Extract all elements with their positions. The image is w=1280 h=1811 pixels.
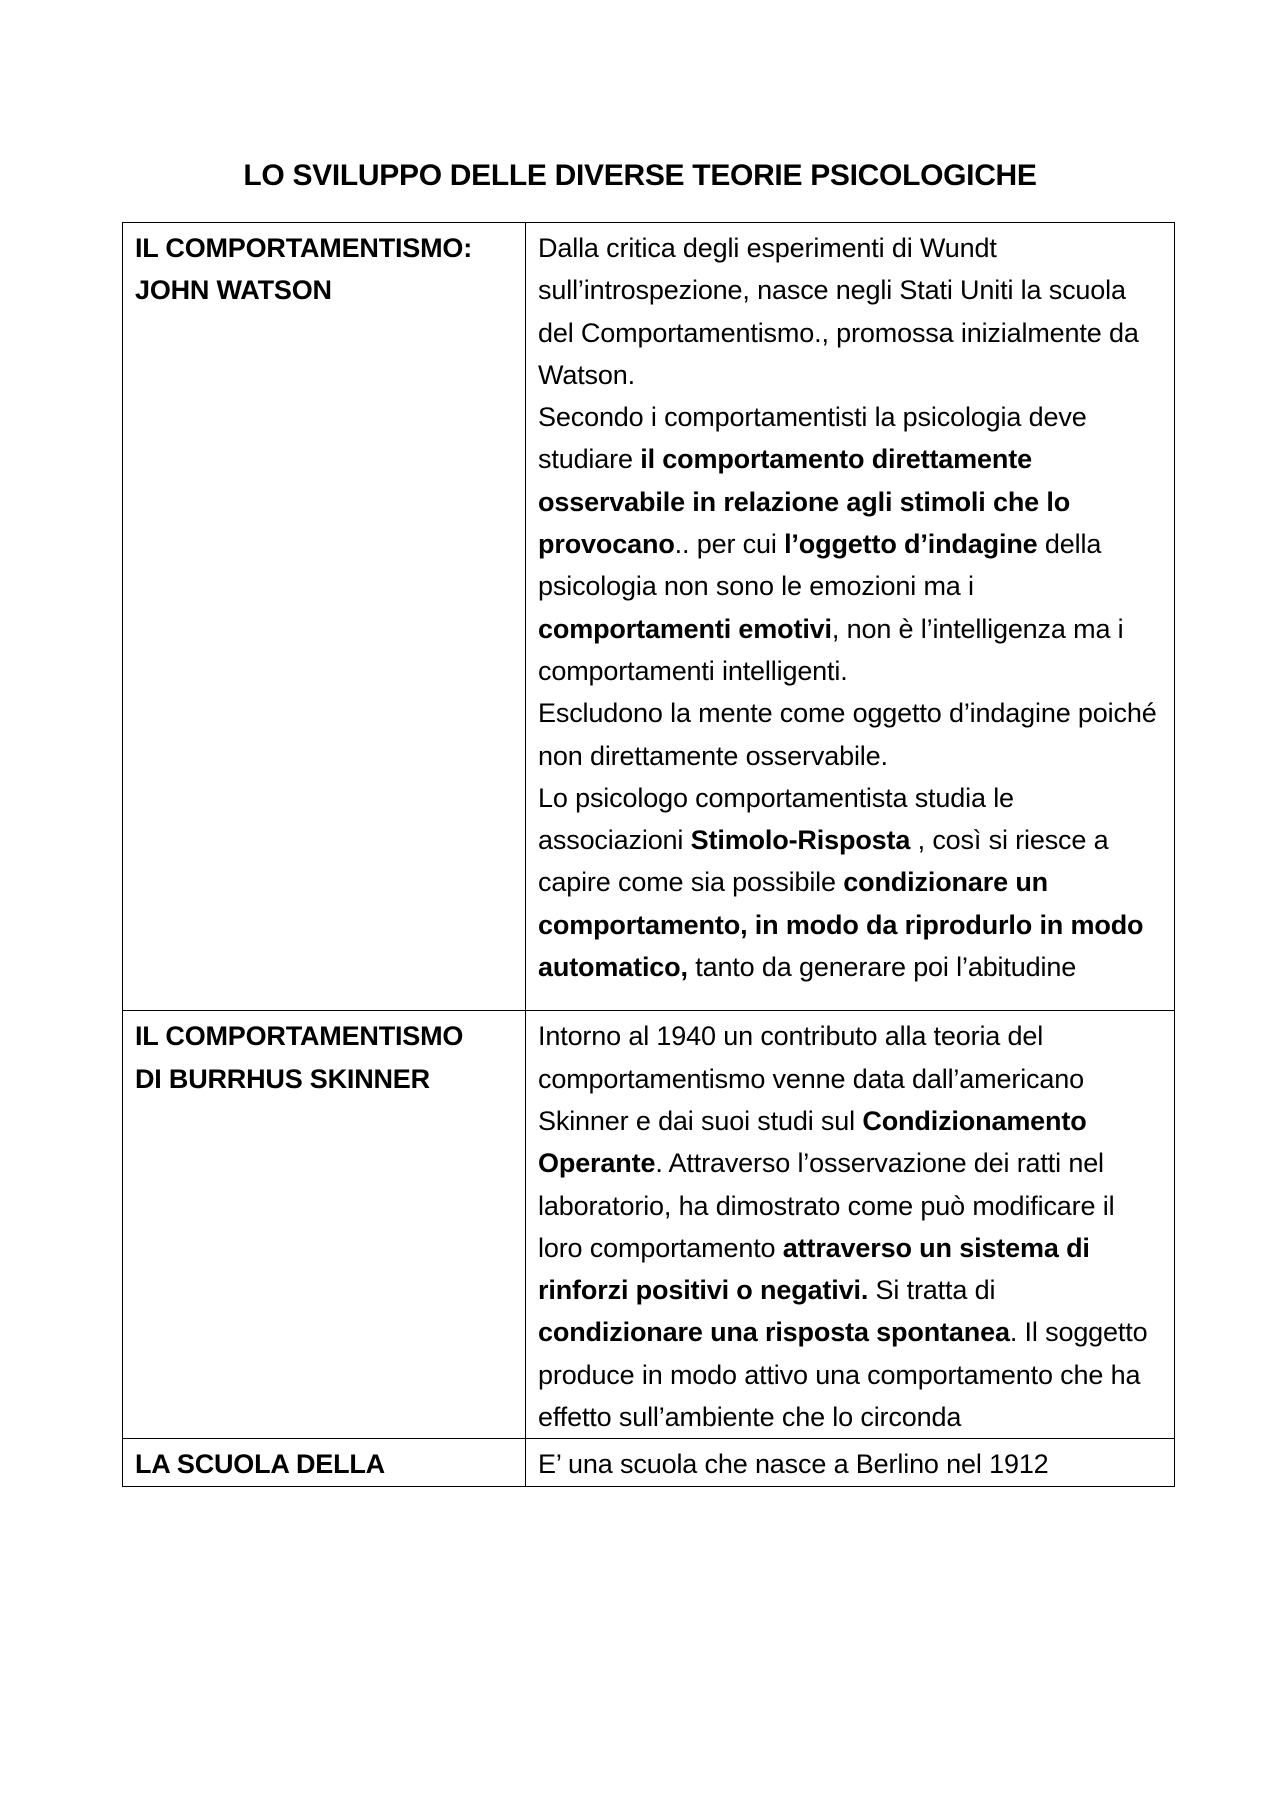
table-row	[123, 1439, 1175, 1486]
row-description-cell	[526, 1011, 1175, 1439]
theories-table	[122, 222, 1175, 1487]
row-heading-cell	[123, 1011, 526, 1439]
row-heading-line: JOHN WATSON	[135, 275, 332, 306]
paragraph: E’ una scuola che nasce a Berlino nel 1912	[538, 1449, 1049, 1480]
row-heading-cell	[123, 1439, 526, 1486]
bold-text: Stimolo-Risposta	[690, 825, 911, 856]
bold-text: condizionare una risposta spontanea	[538, 1317, 1010, 1348]
row-heading-cell	[123, 223, 526, 1011]
bold-text: attraverso un sistema di rinforzi positivi o negativi.	[538, 1232, 1090, 1306]
bold-text: il comportamento direttamente osservabile in relazione agli stimoli che lo provocano	[538, 444, 1071, 560]
bold-text: l’oggetto d’indagine	[784, 529, 1038, 560]
table-row	[123, 223, 1175, 1011]
row-heading-line: DI BURRHUS SKINNER	[135, 1063, 430, 1094]
paragraph: Intorno al 1940 un contributo alla teoria del comportamentismo venne data dall’americano Skinner e dai suoi studi sul Condizionamento Operante. Attraverso l’osservazione dei ratti nel laboratorio, ha dimostrato come può modificare il loro comportamento attraverso un sistema di rinforzi positivi o negativi. Si tratta di condizionare una risposta spontanea. Il soggetto produce in modo attivo una comportamento che ha effetto sull’ambiente che lo circonda	[538, 1021, 1148, 1433]
table-row	[123, 1011, 1175, 1439]
row-description-cell	[526, 1439, 1175, 1486]
paragraph: Dalla critica degli esperimenti di Wundt sull’introspezione, nasce negli Stati Uniti la scuola del Comportamentismo., promossa inizialmente da Watson.	[538, 233, 1139, 390]
bold-text: comportamenti emotivi	[538, 613, 832, 644]
paragraph: Escludono la mente come oggetto d’indagine poiché non direttamente osservabile.	[538, 698, 1157, 771]
bold-text: condizionare un comportamento, in modo da riprodurlo in modo automatico,	[538, 867, 1144, 983]
document-title: LO SVILUPPO DELLE DIVERSE TEORIE PSICOLOGICHE	[243, 159, 1037, 192]
bold-text: Condizionamento Operante	[538, 1105, 1087, 1179]
row-heading-line: IL COMPORTAMENTISMO:	[135, 233, 472, 263]
paragraph: Secondo i comportamentisti la psicologia deve studiare il comportamento direttamente osservabile in relazione agli stimoli che lo provocano.. per cui l’oggetto d’indagine della psicologia non sono le emozioni ma i comportamenti emotivi, non è l’intelligenza ma i comportamenti intelligenti.	[538, 402, 1124, 686]
row-heading-line: IL COMPORTAMENTISMO	[135, 1021, 464, 1052]
paragraph: Lo psicologo comportamentista studia le associazioni Stimolo-Risposta , così si riesce a capire come sia possibile condizionare un comportamento, in modo da riprodurlo in modo automatico, tanto da generare poi l’abitudine	[538, 782, 1144, 983]
row-description-cell	[526, 223, 1175, 1011]
row-heading-line: LA SCUOLA DELLA	[135, 1449, 385, 1480]
